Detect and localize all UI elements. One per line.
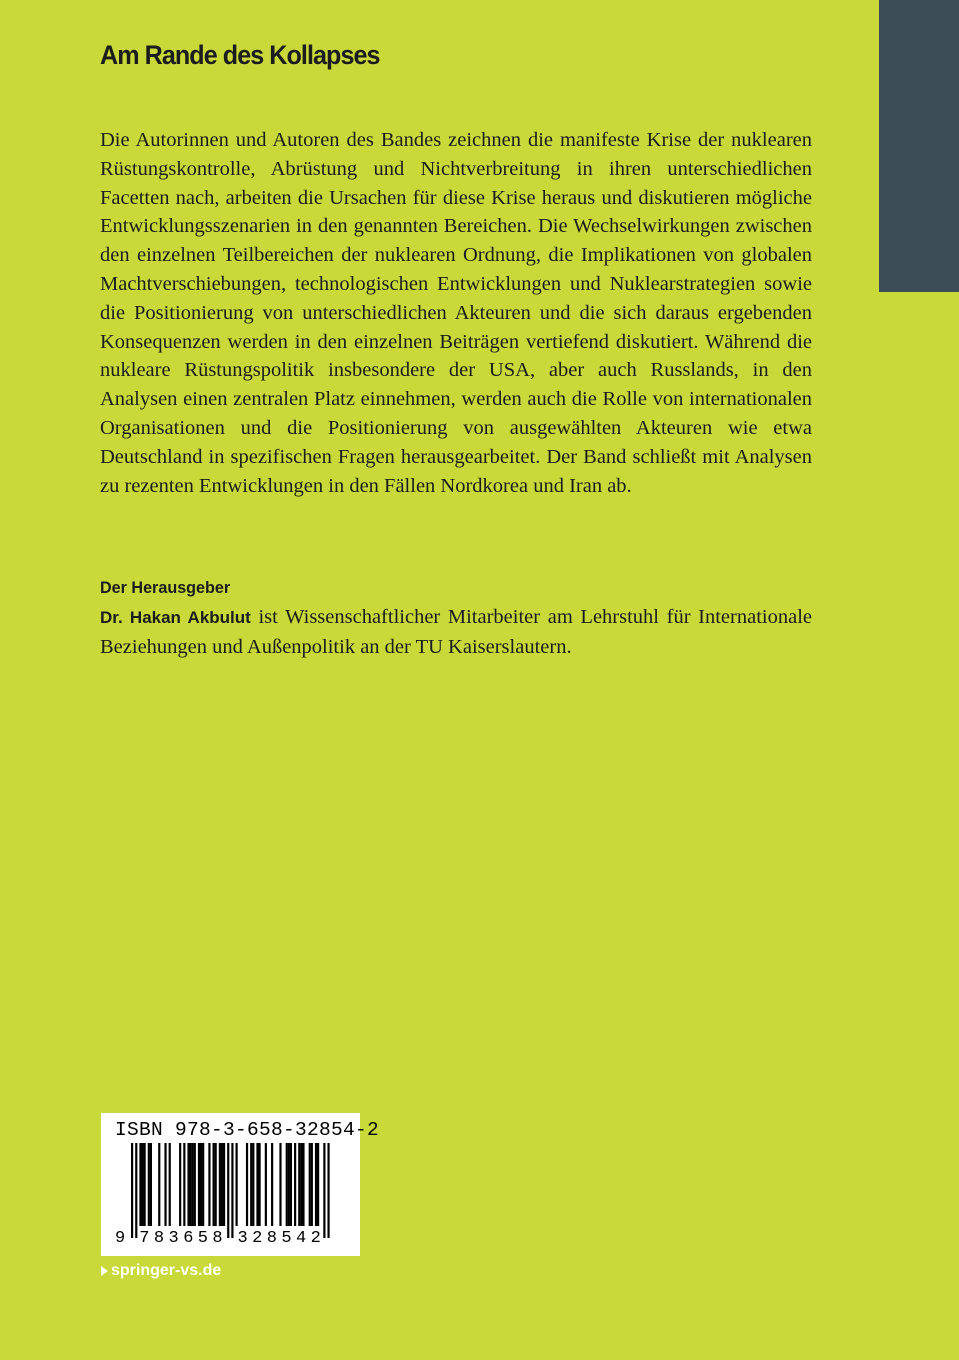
barcode-bar bbox=[219, 1143, 221, 1226]
ean-digit: 5 bbox=[281, 1229, 292, 1248]
barcode-bar bbox=[200, 1143, 202, 1226]
barcode-bar bbox=[271, 1143, 273, 1226]
barcode-bar bbox=[279, 1143, 281, 1226]
barcode-bar bbox=[327, 1143, 329, 1238]
book-title: Am Rande des Kollapses bbox=[100, 40, 380, 70]
barcode-bar bbox=[298, 1143, 300, 1226]
barcode-bar bbox=[148, 1143, 150, 1226]
barcode-bar bbox=[300, 1143, 302, 1226]
arrow-right-icon bbox=[101, 1266, 108, 1276]
barcode-bar bbox=[179, 1143, 181, 1226]
ean-digit: 7 bbox=[139, 1229, 150, 1248]
blurb-text: Die Autorinnen und Autoren des Bandes zeichnen die manifeste Krise der nuklearen Rüstungskontrolle, Abrüstung und Nichtverbreitung in ihren unterschiedlichen Facetten nach, arbeiten die Ursachen für diese Krise heraus und diskutieren mögliche Entwicklungsszenarien in den genannten Bereichen. Die Wechselwirkungen zwischen den einzelnen Teilbereichen der nuklearen Ordnung, die Implikationen von globalen Machtverschiebungen, technologischen Entwicklungen und Nuklearstrategien sowie die Positionierung von unterschiedlichen Akteuren und die sich daraus ergebenden Konsequenzen werden in den einzelnen Beiträgen vertiefend diskutiert. Während die nukleare Rüstungspolitik insbesondere der USA, aber auch Russlands, in den Analysen einen zentralen Platz einnehmen, werden auch die Rolle von internationalen Organisationen und die Positionierung von ausgewählten Akteuren wie etwa Deutschland in spezifischen Fragen herausgearbeitet. Der Band schließt mit Analysen zu rezenten Entwicklungen in den Fällen Nordkorea und Iran ab. bbox=[100, 129, 812, 497]
barcode-bar bbox=[141, 1143, 143, 1226]
ean-digit: 9 bbox=[115, 1229, 126, 1248]
website-url: springer-vs.de bbox=[111, 1262, 222, 1279]
barcode-bar bbox=[236, 1143, 238, 1226]
editor-bio bbox=[100, 603, 812, 662]
barcode-bar bbox=[256, 1143, 258, 1226]
barcode-bar bbox=[323, 1143, 325, 1238]
barcode-bar bbox=[135, 1143, 137, 1238]
barcode bbox=[101, 1113, 380, 1256]
barcode-bar bbox=[144, 1143, 146, 1226]
editor-bio-text: ist Wissenschaftlicher Mitarbeiter am Lehrstuhl für Internationale Beziehungen und Außenpolitik an der TU Kaiserslautern. bbox=[100, 606, 812, 658]
ean-digit: 8 bbox=[212, 1229, 223, 1248]
barcode-bar bbox=[231, 1143, 233, 1238]
ean-digit: 3 bbox=[168, 1229, 179, 1248]
barcode-bar bbox=[202, 1143, 204, 1226]
barcode-bar bbox=[252, 1143, 254, 1226]
ean-digit: 6 bbox=[183, 1229, 194, 1248]
ean-digit: 2 bbox=[310, 1229, 321, 1248]
barcode-bar bbox=[150, 1143, 152, 1226]
barcode-bar bbox=[183, 1143, 185, 1226]
ean-digit: 2 bbox=[252, 1229, 263, 1248]
barcode-bar bbox=[286, 1143, 288, 1226]
ean-digit: 8 bbox=[266, 1229, 278, 1248]
barcode-bar bbox=[311, 1143, 313, 1226]
barcode-bar bbox=[265, 1143, 267, 1226]
barcode-bar bbox=[187, 1143, 189, 1226]
barcode-bar bbox=[250, 1143, 252, 1226]
ean-digit: 3 bbox=[237, 1229, 248, 1248]
website-link[interactable] bbox=[101, 1262, 221, 1280]
isbn-label: ISBN 978-3-658-32854-2 bbox=[115, 1119, 380, 1141]
barcode-bar bbox=[227, 1143, 229, 1238]
barcode-bar bbox=[139, 1143, 141, 1226]
barcode-bar bbox=[192, 1143, 194, 1226]
barcode-bar bbox=[213, 1143, 215, 1226]
barcode-bar bbox=[288, 1143, 290, 1226]
barcode-bar bbox=[221, 1143, 223, 1226]
barcode-bar bbox=[190, 1143, 192, 1226]
barcode-bar bbox=[309, 1143, 311, 1226]
barcode-bar bbox=[294, 1143, 296, 1226]
barcode-bar bbox=[290, 1143, 292, 1226]
barcode-bar bbox=[258, 1143, 260, 1226]
barcode-bar bbox=[317, 1143, 319, 1226]
barcode-bar bbox=[158, 1143, 160, 1226]
ean-digit: 4 bbox=[296, 1229, 307, 1248]
barcode-bar bbox=[131, 1143, 133, 1238]
editor-name: Dr. Hakan Akbulut bbox=[100, 608, 251, 627]
side-tab bbox=[879, 0, 959, 292]
barcode-bar bbox=[169, 1143, 171, 1226]
barcode-bar bbox=[164, 1143, 166, 1226]
barcode-bar bbox=[315, 1143, 317, 1226]
barcode-bar bbox=[198, 1143, 200, 1226]
barcode-bar bbox=[302, 1143, 304, 1226]
barcode-bar bbox=[215, 1143, 217, 1226]
ean-digit: 5 bbox=[197, 1229, 209, 1248]
barcode-bar bbox=[208, 1143, 210, 1226]
barcode-bar bbox=[223, 1143, 225, 1226]
barcode-box bbox=[101, 1113, 380, 1256]
ean-digit: 8 bbox=[153, 1229, 165, 1248]
editor-heading: Der Herausgeber bbox=[100, 578, 231, 597]
barcode-bar bbox=[246, 1143, 248, 1226]
barcode-bar bbox=[194, 1143, 196, 1226]
